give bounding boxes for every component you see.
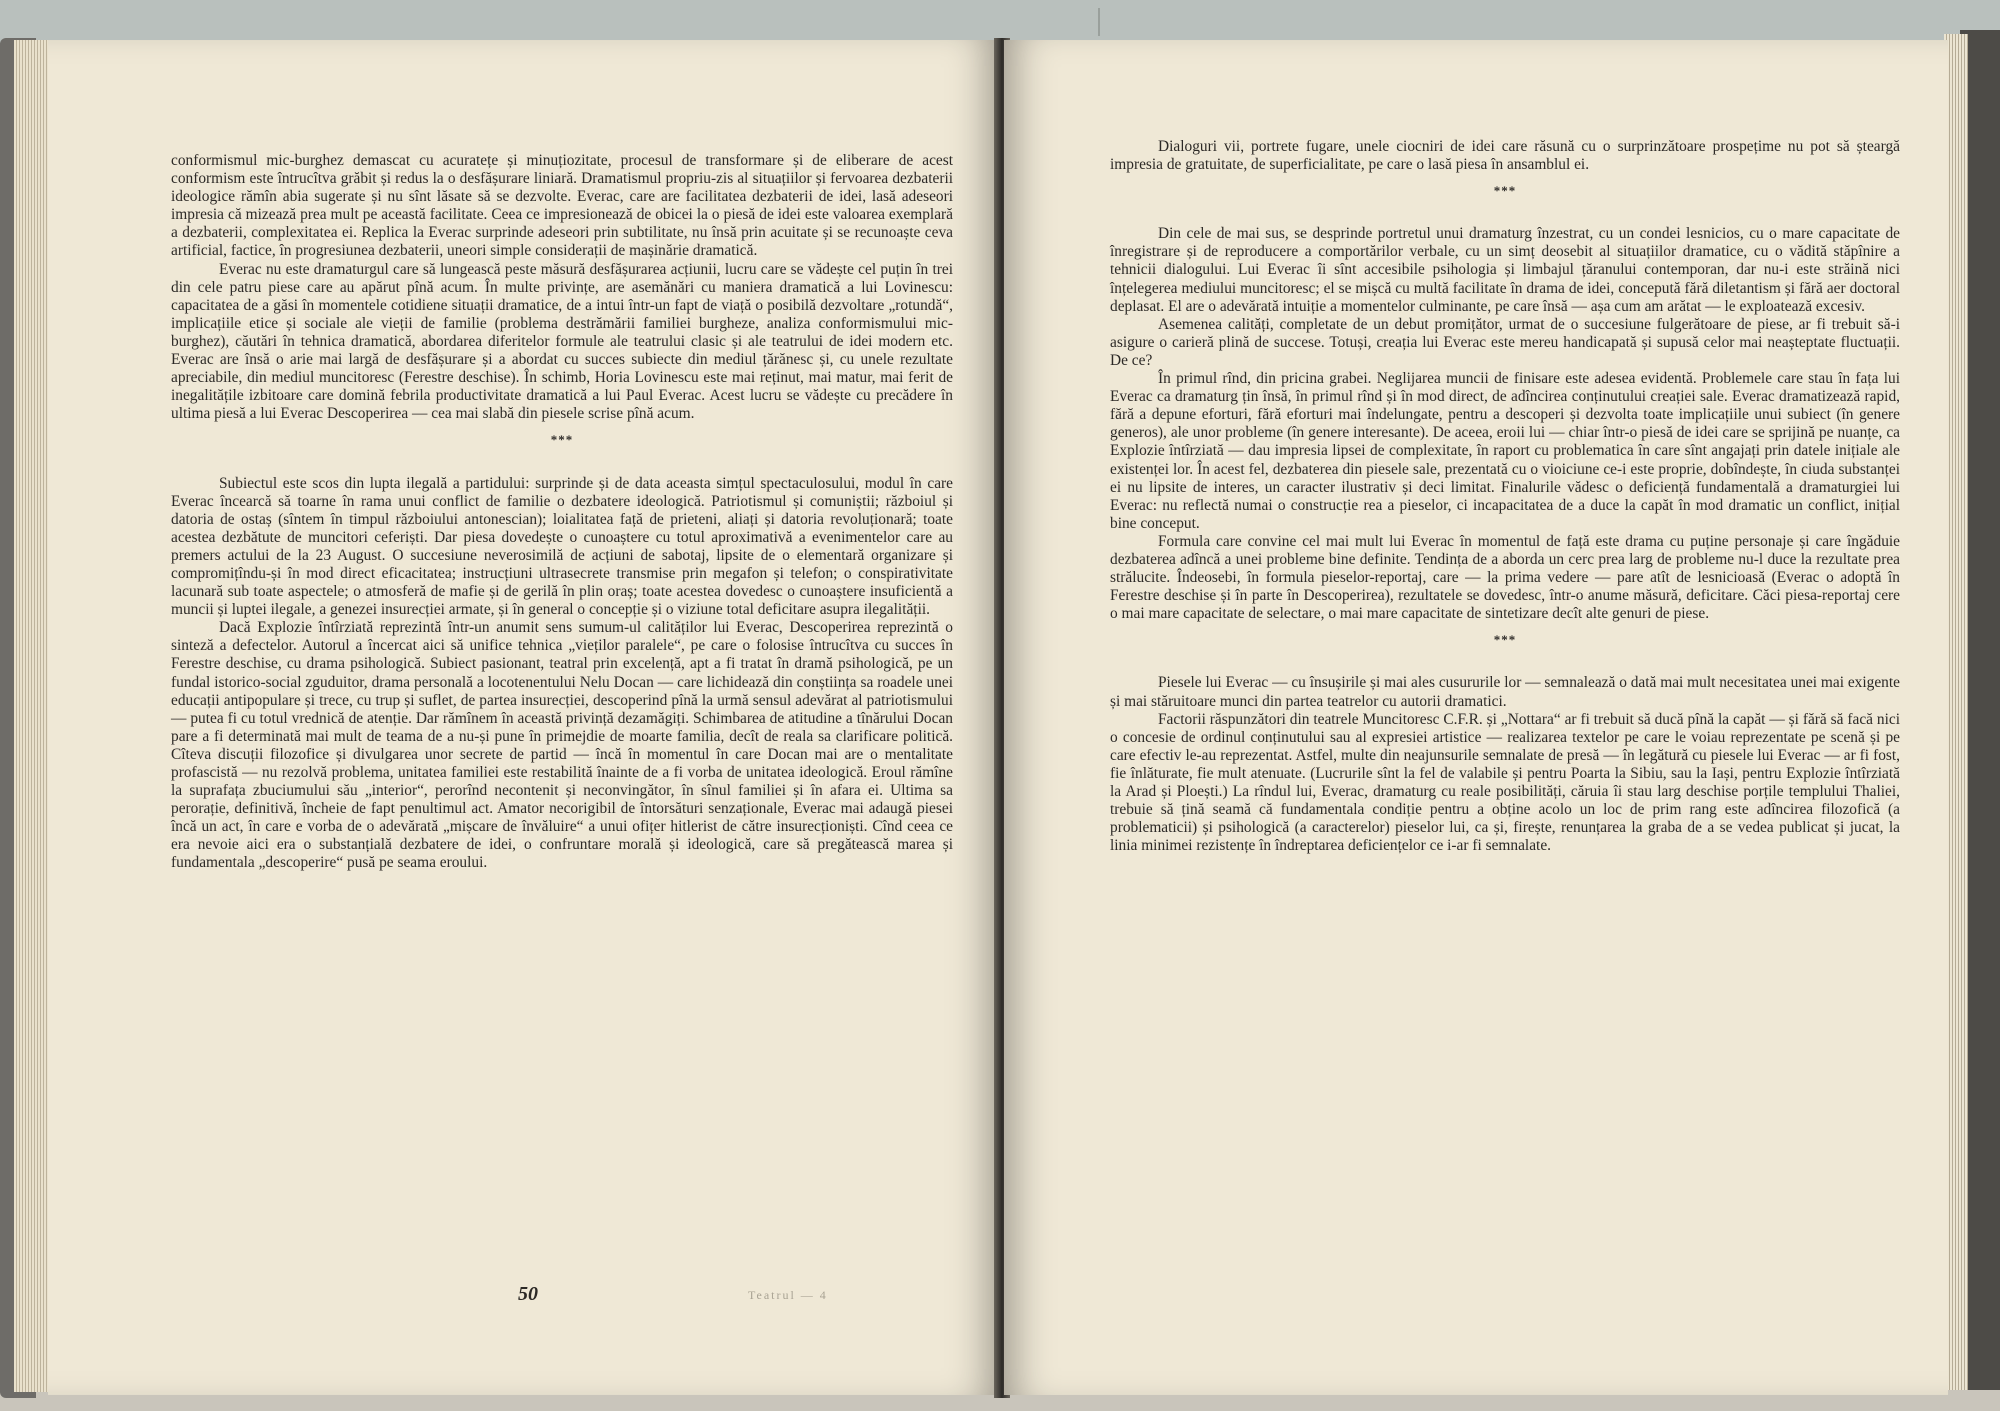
printer-signature-mark: Teatrul — 4 <box>748 1288 828 1302</box>
page-number: 50 <box>518 1283 538 1305</box>
section-separator: *** <box>1493 183 1517 199</box>
paragraph: Subiectul este scos din lupta ilegală a partidului: surprinde și de data aceasta simțul spectaculosului, modul în care Everac încearcă să toarne în rama unui conflict de familie o dezbatere ideologică. Patriotismul și comuniștii; războiul și datoria de ostaș (sîntem în timpul războiului antonescian); loialitatea față de prieteni, aliați și datoria revoluționară; toate acestea dezbătute de muncitori ceferiști. Dar piesa dovedește o cunoaștere cu totul aproximativă a evenimentelor care au premers actului de la 23 August. O succesiune neverosimilă de acțiuni de sabotaj, lipsite de o elementară organizare și compromițîndu-și în mod direct eficacitatea; instrucțiuni ultrasecrete transmise prin megafon și telefon; o conspirativitate lacunară sub toate aspectele; o atmosferă de mafie și de gerilă în plin oraș; toate acestea dovedesc o cunoaștere insuficientă a muncii și luptei ilegale, a genezei insurecției armate, și în general o concepție și o viziune total deficitare asupra ilegalității. <box>171 474 953 619</box>
paragraph: Everac nu este dramaturgul care să lungească peste măsură desfășurarea acțiunii, lucru care se vădește cel puțin în trei din cele patru piese care au apărut pînă acum. În multe privințe, are asemănări cu maniera dramatică a lui Lovinescu: capacitatea de a găsi în momentele cotidiene situații dramatice, de a intui într-un fapt de viață o posibilă dezvoltare „rotundă“, implicațiile etice și sociale ale vieții de familie (problema destrămării familiei burgheze, analiza conformismului mic-burghez), căutări în tehnica dramatică, abordarea diferitelor formule ale teatrului clasic și ale teatrului de idei modern etc. Everac are însă o arie mai largă de desfășurare și a abordat cu succes subiecte din mediul țărănesc și, cu unele rezultate apreciabile, din mediul muncitoresc (Ferestre deschise). În schimb, Horia Lovinescu este mai reținut, mai matur, mai ferit de inegalitățile izbitoare care domină febrila productivitate dramatică a lui Paul Everac. Acest lucru se vădește cu precădere în ultima piesă a lui Everac Descoperirea — cea mai slabă din piesele scrise pînă acum. <box>171 260 953 423</box>
left-page-text <box>171 152 953 873</box>
right-page-text <box>1110 138 1900 855</box>
section-separator: *** <box>550 432 574 448</box>
paragraph: În primul rînd, din pricina grabei. Neglijarea muncii de finisare este adesea evidentă. Problemele care stau în fața lui Everac ca dramaturg țin însă, în primul rînd și în mod direct, de adîncirea conținutului creației sale. Everac dramatizează rapid, fără a depune eforturi, fără eforturi mai îndelungate, pentru a descoperi și dezvolta toate implicațiile unui subiect (în genere generos), ale unor probleme (în genere interesante). De aceea, eroii lui — chiar într-o piesă de idei care se sprijină pe nuanțe, ca Explozie întîrziată — dau impresia lipsei de complexitate, în raport cu problematica în care sînt angajați prin datele inițiale ale existenței lor. În acest fel, dezbaterea din piesele sale, prezentată cu o vioiciune ce-i este proprie, dobîndește, în ciuda substanței ei nu lipsite de interes, un caracter ilustrativ și deci limitat. Finalurile vădesc o deficiență fundamentală a dramaturgiei lui Everac: nu reflectă numai o construcție rea a pieselor, ci incapacitatea de a duce la capăt în mod dramatic un conflict, inițial bine conceput. <box>1110 370 1900 532</box>
paragraph: conformismul mic-burghez demascat cu acuratețe și minuțiozitate, procesul de transformare și de eliberare de acest conformism este întrucîtva grăbit și redus la o desfășurare liniară. Dramatismul propriu-zis al situațiilor și fervoarea dezbaterii ideologice rămîn abia sugerate și nu sînt lăsate să se dezvolte. Everac, care are facilitatea dezbaterii de idei, lasă adeseori impresia că mizează prea mult pe această facilitate. Ceea ce impresionează de obicei la o piesă de idei este valoarea exemplară a dezbaterii, complexitatea ei. Replica la Everac surprinde adeseori prin subtilitate, nu însă prin acuitate și se recunoaște ceva artificial, factice, în progresiunea dezbaterii, uneori simple considerații de mașinărie dramatică. <box>171 152 953 260</box>
paragraph: Asemenea calități, completate de un debut promițător, urmat de o succesiune fulgerătoare de piese, ar fi trebuit să-i asigure o carieră plină de succese. Totuși, creația lui Everac este mereu handicapată și supusă celor mai neașteptate fluctuații. De ce? <box>1110 315 1900 369</box>
paragraph: Piesele lui Everac — cu însușirile și mai ales cusururile lor — semnalează o dată mai mult necesitatea unei mai exigente și mai stăruitoare munci din partea teatrelor cu autorii dramatici. <box>1110 674 1900 710</box>
paragraph: Dialoguri vii, portrete fugare, unele ciocniri de idei care răsună cu o surprinzătoare prospețime nu pot să șteargă impresia de gratuitate, de superficialitate, pe care o lasă piesa în ansamblul ei. <box>1110 138 1900 174</box>
section-separator: *** <box>1493 632 1517 648</box>
paragraph: Factorii răspunzători din teatrele Muncitoresc C.F.R. și „Nottara“ ar fi trebuit să ducă pînă la capăt — și fără să facă nici o concesie de ordinul conținutului sau al expresiei artistice — realizarea textelor pe care le voiau reprezentate pe scenă și pe care efectiv le-au reprezentat. Astfel, multe din neajunsurile semnalate de presă — în legătură cu piesele lui Everac — ar fi fost, fie înlăturate, fie mult atenuate. (Lucrurile sînt la fel de valabile și pentru Poarta la Sibiu, sau la Iași, pentru Explozie întîrziată la Arad și Ploești.) La rîndul lui, Everac, dramaturg cu reale posibilități, căruia îi stau larg deschise porțile templului Thaliei, trebuie să țină seamă că fundamentala condiție pentru a obține acolo un loc de prim rang este adîncirea filozofică (a problematicii) și psihologică (a caracterelor) pieselor lui, ca și, firește, renunțarea la graba de a se vedea publicat și jucat, la linia minimei rezistențe în îndreptarea deficiențelor ce i-ar fi semnalate. <box>1110 710 1900 855</box>
paragraph: Dacă Explozie întîrziată reprezintă într-un anumit sens sumum-ul calităților lui Everac, Descoperirea reprezintă o sinteză a defectelor. Autorul a încercat aici să unifice tehnica „vieților paralele“, pe care o folosise întrucîtva cu succes în Ferestre deschise, cu drama psihologică. Subiect pasionant, teatral prin excelență, apt a fi tratat în dramă psihologică, pe un fundal istorico-social zguduitor, drama personală a locotenentului Nelu Docan — care lichidează din conștiința sa roadele unei educații antipopulare și trece, cu trup și suflet, de partea insurecției, descoperind pînă la urmă sensul adevărat al patriotismului — putea fi cu totul vrednică de atenție. Dar rămînem în această privință dezamăgiți. Schimbarea de atitudine a tînărului Docan pare a fi determinată mai mult de teama de a nu-și pune în primejdie de moarte familia, decît de reala sa clarificare politică. Cîteva discuții filozofice și divulgarea unor secrete de partid — încă în momentul în care Docan mai are o mentalitate profascistă — nu rezolvă problema, unitatea familiei este restabilită înainte de a fi vorba de unitatea ideologică. Eroul rămîne la suprafața zbuciumului său „interior“, perorînd necontenit și neconvingător, în sînul familiei și în afara ei. Ultima sa perorație, definitivă, încheie de fapt penultimul act. Amator necorigibil de întorsături senzaționale, Everac mai adaugă piesei încă un act, în care e vorba de o adevărată „mișcare de învăluire“ a unui ofițer hitlerist de către insurecționiști. Cînd ceea ce era nevoie aici era o substanțială dezbatere de idei, o confruntare morală și ideologică, care să pregătească marea și fundamentala „descoperire“ pusă pe seama eroului. <box>171 619 953 872</box>
left-page <box>48 40 998 1395</box>
paragraph: Formula care convine cel mai mult lui Everac în momentul de față este drama cu puține personaje și care îngăduie dezbaterea adîncă a unei probleme bine definite. Tendința de a aborda un cerc prea larg de probleme nu-l duce la rezultate prea strălucite. Îndeosebi, în formula pieselor-reportaj, care — la prima vedere — pare atît de lesnicioasă (Everac o adoptă în Ferestre deschise și în parte în Descoperirea), rezultatele se dovedesc, într-o anume măsură, deficitare. Căci piesa-reportaj cere o mai mare capacitate de selectare, o mai mare capacitate de sintetizare decît alte genuri de piese. <box>1110 532 1900 623</box>
paragraph: Din cele de mai sus, se desprinde portretul unui dramaturg înzestrat, cu un condei lesnicios, cu o mare capacitate de înregistrare și de reproducere a comportărilor verbale, cu un simț deosebit al situațiilor dramatice, cu o vădită stăpînire a tehnicii dialogului. Lui Everac îi sînt accesibile psihologia și limbajul țăranului contemporan, dar nu-i este străină nici înțelegerea mediului muncitoresc; el se mișcă cu multă facilitate în drama de idei, concepută fără diletantism și fără aer doctoral deplasat. El are o adevărată intuiție a momentelor culminante, pe care însă — așa cum am arătat — le exploatează excesiv. <box>1110 225 1900 315</box>
right-page <box>1004 40 1948 1395</box>
background-edge <box>1098 8 1100 36</box>
